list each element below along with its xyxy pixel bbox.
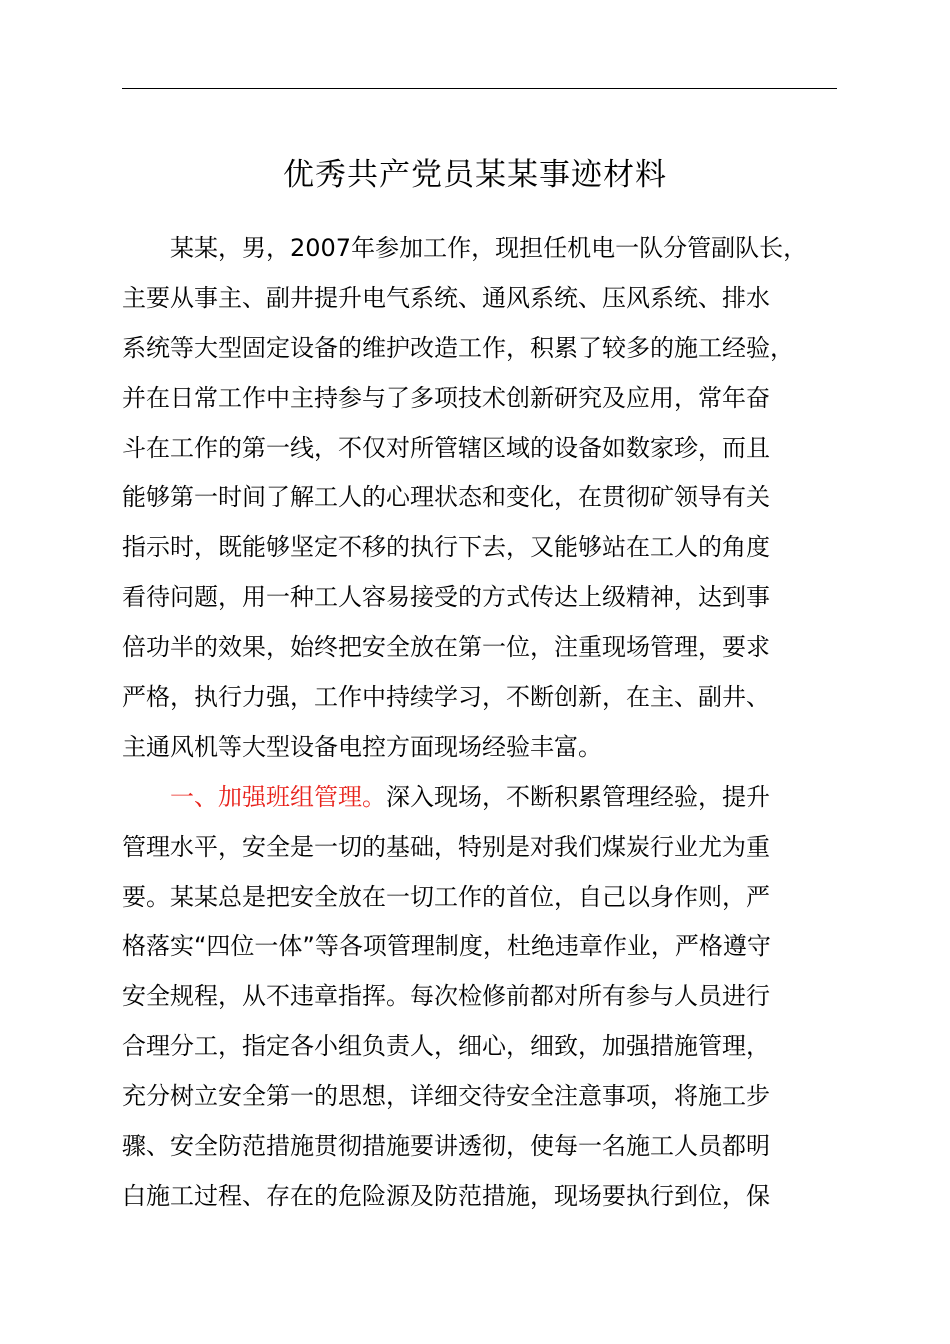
text-line: 要。某某总是把安全放在一切工作的首位，自己以身作则，严: [122, 882, 770, 911]
text-line-rest: 深入现场，不断积累管理经验，提升: [386, 782, 770, 811]
text-line: 系统等大型固定设备的维护改造工作，积累了较多的施工经验，: [122, 333, 794, 362]
text-line: 主要从事主、副井提升电气系统、通风系统、压风系统、排水: [122, 283, 770, 312]
section-heading-line: [122, 773, 842, 823]
text-line: 倍功半的效果，始终把安全放在第一位，注重现场管理，要求: [122, 633, 770, 662]
document-body: [122, 224, 842, 1222]
document-title: 优秀共产党员某某事迹材料: [283, 157, 667, 193]
text-line: 指示时，既能够坚定不移的执行下去，又能够站在工人的角度: [122, 533, 770, 562]
text-line: 安全规程，从不违章指挥。每次检修前都对所有参与人员进行: [122, 982, 770, 1011]
text-line: 某某，男，2007年参加工作，现担任机电一队分管副队长，: [122, 234, 808, 262]
text-line: 并在日常工作中主持参与了多项技术创新研究及应用，常年奋: [122, 383, 770, 412]
text-line: 格落实“四位一体”等各项管理制度，杜绝违章作业，严格遵守: [122, 932, 771, 961]
text-line: 严格，执行力强，工作中持续学习，不断创新，在主、副井、: [122, 683, 770, 712]
text-line: 合理分工，指定各小组负责人，细心，细致，加强措施管理，: [122, 1032, 770, 1061]
text-line: 斗在工作的第一线，不仅对所管辖区域的设备如数家珍，而且: [122, 433, 770, 462]
text-line: 能够第一时间了解工人的心理状态和变化，在贯彻矿领导有关: [122, 483, 770, 512]
text-line: 管理水平，安全是一切的基础，特别是对我们煤炭行业尤为重: [122, 832, 770, 861]
text-line: 充分树立安全第一的思想，详细交待安全注意事项，将施工步: [122, 1082, 770, 1111]
section-heading: 一、加强班组管理。: [122, 782, 386, 811]
text-line: 看待问题，用一种工人容易接受的方式传达上级精神，达到事: [122, 583, 770, 612]
text-line: 主通风机等大型设备电控方面现场经验丰富。: [122, 732, 602, 761]
text-line: 骤、安全防范措施贯彻措施要讲透彻，使每一名施工人员都明: [122, 1132, 770, 1161]
text-line: 白施工过程、存在的危险源及防范措施，现场要执行到位，保: [122, 1181, 770, 1210]
header-rule: [122, 88, 837, 89]
